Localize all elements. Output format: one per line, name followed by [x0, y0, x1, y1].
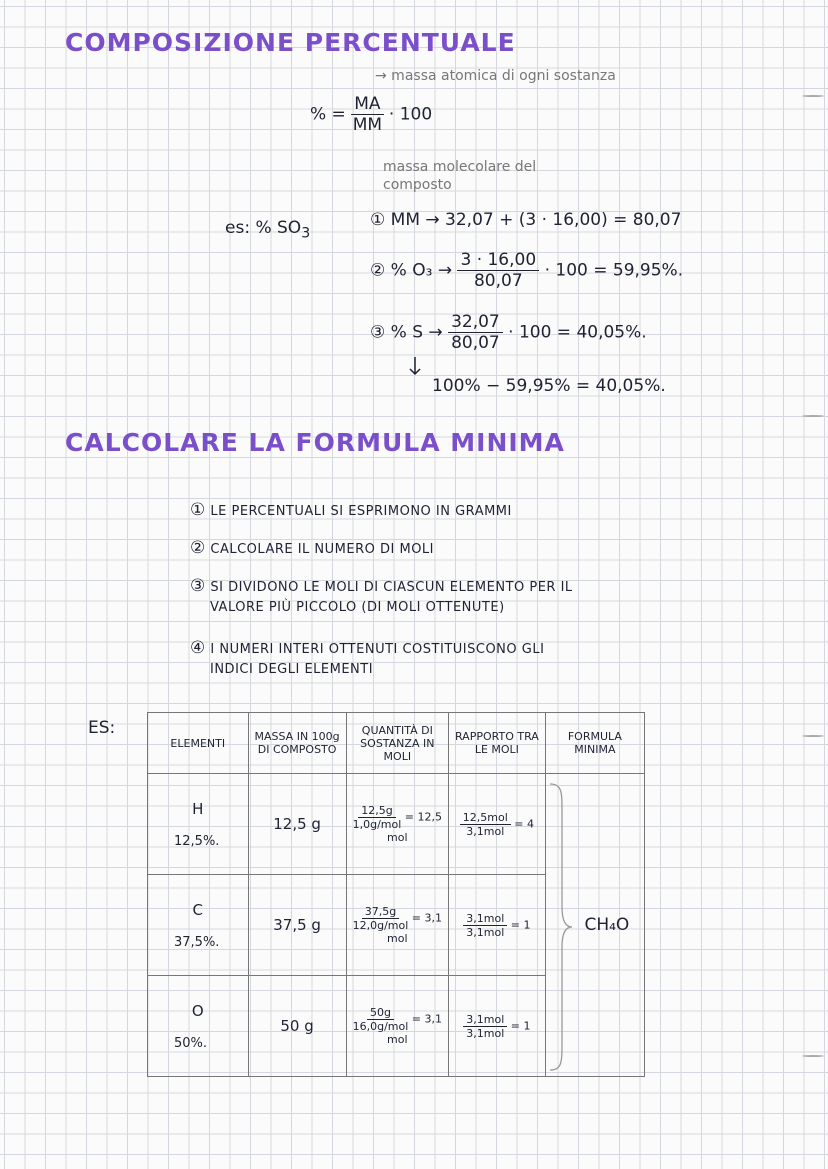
rule-3 — [190, 576, 573, 618]
formula-factor: · 100 — [388, 104, 433, 125]
binder-hole-mark — [802, 95, 824, 97]
element-symbol: H — [192, 799, 204, 818]
example-label: es: % SO — [225, 218, 302, 238]
step-number: ② — [370, 260, 386, 281]
q-result: = 3,1 mol — [387, 1012, 443, 1046]
step-label: % O₃ → — [390, 260, 453, 281]
mass-cell: 37,5 g — [248, 875, 346, 976]
quantity-cell — [346, 774, 448, 875]
rule-number: ③ — [190, 576, 206, 596]
rule-text: SI DIVIDONO LE MOLI DI CIASCUN ELEMENTO PER IL — [210, 580, 573, 595]
binder-hole-mark — [802, 735, 824, 737]
step-number: ① — [370, 210, 386, 230]
step-result: · 100 = 59,95%. — [544, 260, 684, 281]
q-numerator: 50g — [367, 1006, 394, 1020]
down-arrow-icon — [408, 356, 422, 376]
section-title-formula-minima: CALCOLARE LA FORMULA MINIMA — [65, 428, 565, 457]
element-percent: 50%. — [174, 1035, 208, 1051]
binder-hole-mark — [802, 1055, 824, 1057]
section-title-composizione: COMPOSIZIONE PERCENTUALE — [65, 28, 516, 57]
alternative-result: 100% − 59,95% = 40,05%. — [432, 376, 666, 396]
step-number: ③ — [370, 322, 386, 343]
q-numerator: 12,5g — [358, 804, 395, 818]
r-denominator: 3,1mol — [466, 1026, 505, 1040]
rule-text: I NUMERI INTERI OTTENUTI COSTITUISCONO GLI — [210, 642, 545, 657]
step-fraction — [457, 250, 539, 291]
step-numerator: 32,07 — [448, 312, 503, 333]
r-numerator: 3,1mol — [463, 1013, 507, 1027]
percent-formula — [310, 94, 432, 135]
r-denominator: 3,1mol — [466, 824, 505, 838]
ratio-cell — [448, 875, 545, 976]
rule-number: ② — [190, 538, 206, 558]
r-numerator: 12,5mol — [460, 811, 511, 825]
rule-4 — [190, 638, 544, 680]
formula-numerator: MA — [351, 94, 383, 115]
example-subscript: 3 — [301, 225, 311, 242]
example-label-es: ES: — [88, 718, 116, 738]
brace-icon — [548, 782, 574, 1072]
quantity-cell — [346, 875, 448, 976]
rule-text: LE PERCENTUALI SI ESPRIMONO IN GRAMMI — [210, 504, 512, 519]
q-denominator: 16,0g/mol — [352, 1020, 409, 1033]
note-massa-molecolare: massa molecolare del composto — [383, 159, 537, 193]
q-denominator: 12,0g/mol — [352, 919, 409, 932]
formula-fraction — [351, 94, 383, 135]
header-quantita: QUANTITÀ DI SOSTANZA IN MOLI — [346, 713, 448, 774]
table-row — [148, 774, 645, 875]
step-denominator: 80,07 — [473, 271, 523, 291]
rule-1 — [190, 500, 512, 520]
rule-number: ④ — [190, 638, 206, 658]
formula-lhs: % = — [310, 104, 346, 125]
step-label: % S → — [390, 322, 443, 343]
rule-text-cont: INDICI DEGLI ELEMENTI — [210, 662, 374, 677]
header-formula-minima: FORMULA MINIMA — [545, 713, 644, 774]
header-rapporto: RAPPORTO TRA LE MOLI — [448, 713, 545, 774]
step-1 — [370, 210, 681, 230]
q-result: = 3,1 mol — [387, 911, 443, 945]
formula-minima-table — [147, 712, 645, 1077]
mass-cell: 50 g — [248, 976, 346, 1077]
table-header-row — [148, 713, 645, 774]
element-symbol: C — [192, 900, 203, 919]
r-result: = 4 — [514, 817, 534, 830]
q-result: = 12,5 mol — [387, 810, 443, 844]
step-fraction — [448, 312, 503, 353]
ratio-cell — [448, 774, 545, 875]
header-massa: MASSA IN 100g DI COMPOSTO — [248, 713, 346, 774]
step-3 — [370, 312, 647, 353]
r-numerator: 3,1mol — [463, 912, 507, 926]
quantity-cell — [346, 976, 448, 1077]
example-so3 — [225, 218, 310, 241]
step-2 — [370, 250, 683, 291]
rule-text: CALCOLARE IL NUMERO DI MOLI — [210, 542, 435, 557]
formula-cell — [545, 774, 644, 1077]
binder-hole-mark — [802, 415, 824, 417]
step-result: · 100 = 40,05%. — [508, 322, 647, 343]
r-result: = 1 — [510, 918, 531, 931]
step-numerator: 3 · 16,00 — [457, 250, 539, 271]
rule-text-cont: VALORE PIÙ PICCOLO (DI MOLI OTTENUTE) — [210, 600, 505, 615]
step-denominator: 80,07 — [451, 333, 500, 353]
minimal-formula: CH₄O — [584, 915, 630, 935]
ratio-cell — [448, 976, 545, 1077]
formula-denominator: MM — [352, 115, 383, 135]
q-denominator: 1,0g/mol — [352, 818, 402, 831]
rule-number: ① — [190, 500, 206, 520]
r-denominator: 3,1mol — [466, 925, 505, 939]
rule-2 — [190, 538, 434, 558]
q-numerator: 37,5g — [362, 905, 399, 919]
element-symbol: O — [191, 1001, 204, 1020]
element-percent: 37,5%. — [174, 934, 220, 950]
mass-cell: 12,5 g — [248, 774, 346, 875]
element-percent: 12,5%. — [174, 833, 220, 849]
header-elementi: ELEMENTI — [148, 713, 249, 774]
step-text: MM → 32,07 + (3 · 16,00) = 80,07 — [390, 210, 682, 230]
note-massa-atomica: → massa atomica di ogni sostanza — [375, 68, 616, 84]
r-result: = 1 — [510, 1019, 531, 1032]
